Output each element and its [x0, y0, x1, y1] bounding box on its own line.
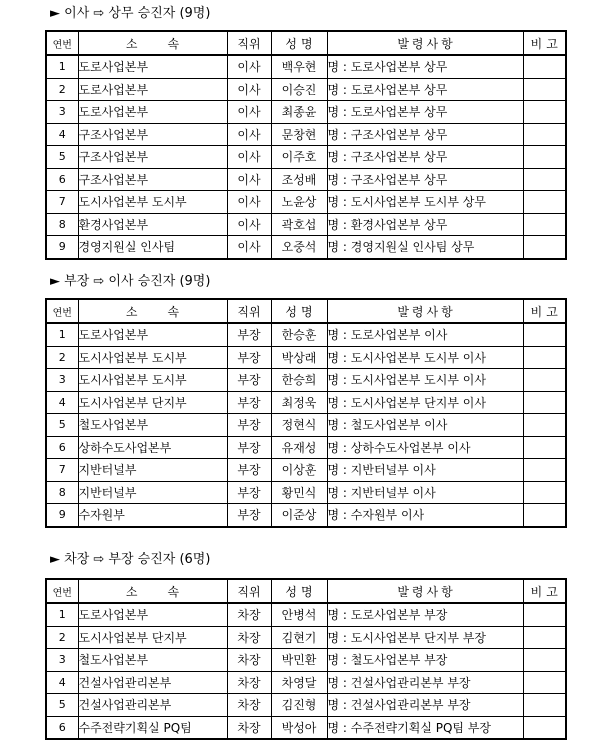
section-heading: ► 이사 ⇨ 상무 승진자 (9명) — [50, 6, 211, 21]
promotion-table — [45, 578, 567, 740]
cell-no: 5 — [46, 414, 78, 437]
cell-order: 명 : 수주전략기획실 PQ팀 부장 — [327, 716, 523, 739]
cell-pos: 차장 — [227, 626, 271, 649]
cell-order: 명 : 도로사업본부 상무 — [327, 101, 523, 124]
cell-order: 명 : 도로사업본부 상무 — [327, 55, 523, 78]
cell-order: 명 : 도시사업본부 도시부 이사 — [327, 369, 523, 392]
column-header-pos: 직위 — [227, 579, 271, 603]
cell-dept: 구조사업본부 — [78, 123, 227, 146]
table-row — [46, 391, 566, 414]
cell-order: 명 : 경영지원실 인사팀 상무 — [327, 236, 523, 259]
cell-order: 명 : 환경사업본부 상무 — [327, 213, 523, 236]
cell-pos: 이사 — [227, 123, 271, 146]
cell-note — [523, 78, 566, 101]
column-header-no: 연번 — [46, 31, 78, 55]
cell-note — [523, 213, 566, 236]
table-row — [46, 414, 566, 437]
table-row — [46, 694, 566, 717]
column-header-dept: 소속 — [78, 299, 227, 323]
cell-order: 명 : 철도사업본부 부장 — [327, 649, 523, 672]
cell-pos: 부장 — [227, 436, 271, 459]
cell-name: 박상래 — [271, 346, 327, 369]
cell-no: 1 — [46, 323, 78, 346]
cell-name: 박민환 — [271, 649, 327, 672]
cell-name: 김현기 — [271, 626, 327, 649]
cell-name: 유재성 — [271, 436, 327, 459]
cell-dept: 도로사업본부 — [78, 323, 227, 346]
cell-pos: 이사 — [227, 78, 271, 101]
cell-note — [523, 436, 566, 459]
cell-order: 명 : 건설사업관리본부 부장 — [327, 694, 523, 717]
table-row — [46, 346, 566, 369]
cell-dept: 수주전략기획실 PQ팀 — [78, 716, 227, 739]
promotion-table — [45, 30, 567, 260]
cell-name: 한승훈 — [271, 323, 327, 346]
column-header-no: 연번 — [46, 579, 78, 603]
cell-pos: 이사 — [227, 191, 271, 214]
cell-pos: 이사 — [227, 146, 271, 169]
cell-note — [523, 168, 566, 191]
cell-no: 9 — [46, 504, 78, 527]
cell-no: 6 — [46, 436, 78, 459]
cell-note — [523, 101, 566, 124]
cell-note — [523, 459, 566, 482]
column-header-order: 발령사항 — [327, 579, 523, 603]
cell-no: 1 — [46, 603, 78, 626]
cell-pos: 부장 — [227, 504, 271, 527]
table-row — [46, 671, 566, 694]
cell-no: 7 — [46, 191, 78, 214]
cell-name: 한승희 — [271, 369, 327, 392]
cell-name: 조성배 — [271, 168, 327, 191]
table-row — [46, 146, 566, 169]
cell-order: 명 : 구조사업본부 상무 — [327, 146, 523, 169]
cell-order: 명 : 구조사업본부 상무 — [327, 168, 523, 191]
cell-order: 명 : 건설사업관리본부 부장 — [327, 671, 523, 694]
cell-pos: 이사 — [227, 236, 271, 259]
cell-note — [523, 414, 566, 437]
table-row — [46, 459, 566, 482]
cell-note — [523, 236, 566, 259]
cell-dept: 도로사업본부 — [78, 101, 227, 124]
cell-name: 김진형 — [271, 694, 327, 717]
table-row — [46, 236, 566, 259]
column-header-pos: 직위 — [227, 299, 271, 323]
cell-note — [523, 55, 566, 78]
cell-dept: 구조사업본부 — [78, 168, 227, 191]
cell-no: 1 — [46, 55, 78, 78]
cell-dept: 환경사업본부 — [78, 213, 227, 236]
cell-pos: 이사 — [227, 101, 271, 124]
table-header-row — [46, 299, 566, 323]
cell-dept: 수자원부 — [78, 504, 227, 527]
cell-note — [523, 671, 566, 694]
column-header-name: 성명 — [271, 31, 327, 55]
cell-no: 9 — [46, 236, 78, 259]
cell-note — [523, 391, 566, 414]
cell-name: 차영달 — [271, 671, 327, 694]
promotion-table — [45, 298, 567, 528]
cell-name: 곽호섭 — [271, 213, 327, 236]
cell-name: 이주호 — [271, 146, 327, 169]
cell-pos: 차장 — [227, 649, 271, 672]
table-row — [46, 504, 566, 527]
cell-pos: 부장 — [227, 414, 271, 437]
column-header-no: 연번 — [46, 299, 78, 323]
cell-no: 5 — [46, 146, 78, 169]
cell-pos: 차장 — [227, 671, 271, 694]
cell-dept: 도시사업본부 단지부 — [78, 626, 227, 649]
cell-no: 6 — [46, 168, 78, 191]
cell-no: 3 — [46, 101, 78, 124]
cell-no: 7 — [46, 459, 78, 482]
column-header-note: 비고 — [523, 579, 566, 603]
cell-order: 명 : 도시사업본부 단지부 이사 — [327, 391, 523, 414]
cell-pos: 이사 — [227, 168, 271, 191]
column-header-order: 발령사항 — [327, 31, 523, 55]
cell-order: 명 : 도시사업본부 단지부 부장 — [327, 626, 523, 649]
cell-dept: 건설사업관리본부 — [78, 694, 227, 717]
cell-no: 6 — [46, 716, 78, 739]
table-header-row — [46, 31, 566, 55]
cell-note — [523, 481, 566, 504]
cell-note — [523, 191, 566, 214]
table-row — [46, 168, 566, 191]
cell-pos: 부장 — [227, 369, 271, 392]
cell-dept: 경영지원실 인사팀 — [78, 236, 227, 259]
table-row — [46, 626, 566, 649]
cell-no: 5 — [46, 694, 78, 717]
cell-dept: 상하수도사업본부 — [78, 436, 227, 459]
cell-order: 명 : 구조사업본부 상무 — [327, 123, 523, 146]
cell-no: 4 — [46, 123, 78, 146]
cell-name: 황민식 — [271, 481, 327, 504]
table-row — [46, 436, 566, 459]
cell-dept: 철도사업본부 — [78, 649, 227, 672]
cell-no: 4 — [46, 671, 78, 694]
cell-note — [523, 694, 566, 717]
column-header-order: 발령사항 — [327, 299, 523, 323]
cell-note — [523, 603, 566, 626]
cell-note — [523, 649, 566, 672]
cell-name: 안병석 — [271, 603, 327, 626]
cell-pos: 이사 — [227, 55, 271, 78]
cell-no: 8 — [46, 213, 78, 236]
table-row — [46, 191, 566, 214]
cell-dept: 도시사업본부 단지부 — [78, 391, 227, 414]
cell-note — [523, 369, 566, 392]
column-header-dept: 소속 — [78, 31, 227, 55]
section-heading: ► 차장 ⇨ 부장 승진자 (6명) — [50, 552, 211, 567]
cell-dept: 지반터널부 — [78, 481, 227, 504]
cell-name: 문창현 — [271, 123, 327, 146]
cell-name: 최종윤 — [271, 101, 327, 124]
cell-order: 명 : 지반터널부 이사 — [327, 481, 523, 504]
cell-order: 명 : 수자원부 이사 — [327, 504, 523, 527]
cell-dept: 도로사업본부 — [78, 78, 227, 101]
cell-pos: 차장 — [227, 694, 271, 717]
cell-note — [523, 123, 566, 146]
cell-no: 8 — [46, 481, 78, 504]
cell-name: 정현식 — [271, 414, 327, 437]
cell-note — [523, 504, 566, 527]
table-row — [46, 213, 566, 236]
cell-order: 명 : 지반터널부 이사 — [327, 459, 523, 482]
cell-name: 박성아 — [271, 716, 327, 739]
cell-pos: 부장 — [227, 459, 271, 482]
cell-name: 오중석 — [271, 236, 327, 259]
cell-pos: 부장 — [227, 481, 271, 504]
column-header-pos: 직위 — [227, 31, 271, 55]
table-row — [46, 55, 566, 78]
table-row — [46, 481, 566, 504]
cell-name: 백우현 — [271, 55, 327, 78]
cell-order: 명 : 철도사업본부 이사 — [327, 414, 523, 437]
cell-pos: 부장 — [227, 346, 271, 369]
cell-dept: 도시사업본부 도시부 — [78, 346, 227, 369]
table-row — [46, 78, 566, 101]
table-row — [46, 649, 566, 672]
cell-pos: 차장 — [227, 716, 271, 739]
cell-note — [523, 346, 566, 369]
column-header-name: 성명 — [271, 299, 327, 323]
cell-no: 2 — [46, 346, 78, 369]
cell-pos: 부장 — [227, 391, 271, 414]
cell-dept: 지반터널부 — [78, 459, 227, 482]
cell-no: 3 — [46, 369, 78, 392]
table-header-row — [46, 579, 566, 603]
cell-order: 명 : 도로사업본부 상무 — [327, 78, 523, 101]
cell-order: 명 : 도로사업본부 부장 — [327, 603, 523, 626]
cell-name: 이준상 — [271, 504, 327, 527]
cell-no: 4 — [46, 391, 78, 414]
cell-note — [523, 716, 566, 739]
cell-order: 명 : 도시사업본부 도시부 상무 — [327, 191, 523, 214]
cell-name: 이상훈 — [271, 459, 327, 482]
cell-dept: 도시사업본부 도시부 — [78, 369, 227, 392]
cell-dept: 철도사업본부 — [78, 414, 227, 437]
table-row — [46, 716, 566, 739]
cell-order: 명 : 도시사업본부 도시부 이사 — [327, 346, 523, 369]
cell-order: 명 : 도로사업본부 이사 — [327, 323, 523, 346]
cell-dept: 도로사업본부 — [78, 55, 227, 78]
cell-no: 2 — [46, 626, 78, 649]
cell-order: 명 : 상하수도사업본부 이사 — [327, 436, 523, 459]
table-row — [46, 123, 566, 146]
column-header-note: 비고 — [523, 299, 566, 323]
table-row — [46, 369, 566, 392]
cell-dept: 건설사업관리본부 — [78, 671, 227, 694]
cell-note — [523, 146, 566, 169]
table-row — [46, 603, 566, 626]
cell-name: 이승진 — [271, 78, 327, 101]
table-row — [46, 101, 566, 124]
column-header-name: 성명 — [271, 579, 327, 603]
column-header-dept: 소속 — [78, 579, 227, 603]
cell-dept: 도로사업본부 — [78, 603, 227, 626]
cell-dept: 구조사업본부 — [78, 146, 227, 169]
cell-pos: 차장 — [227, 603, 271, 626]
cell-dept: 도시사업본부 도시부 — [78, 191, 227, 214]
cell-pos: 이사 — [227, 213, 271, 236]
cell-no: 2 — [46, 78, 78, 101]
cell-name: 노윤상 — [271, 191, 327, 214]
column-header-note: 비고 — [523, 31, 566, 55]
table-row — [46, 323, 566, 346]
cell-note — [523, 323, 566, 346]
cell-pos: 부장 — [227, 323, 271, 346]
cell-name: 최정욱 — [271, 391, 327, 414]
cell-no: 3 — [46, 649, 78, 672]
section-heading: ► 부장 ⇨ 이사 승진자 (9명) — [50, 274, 211, 289]
cell-note — [523, 626, 566, 649]
